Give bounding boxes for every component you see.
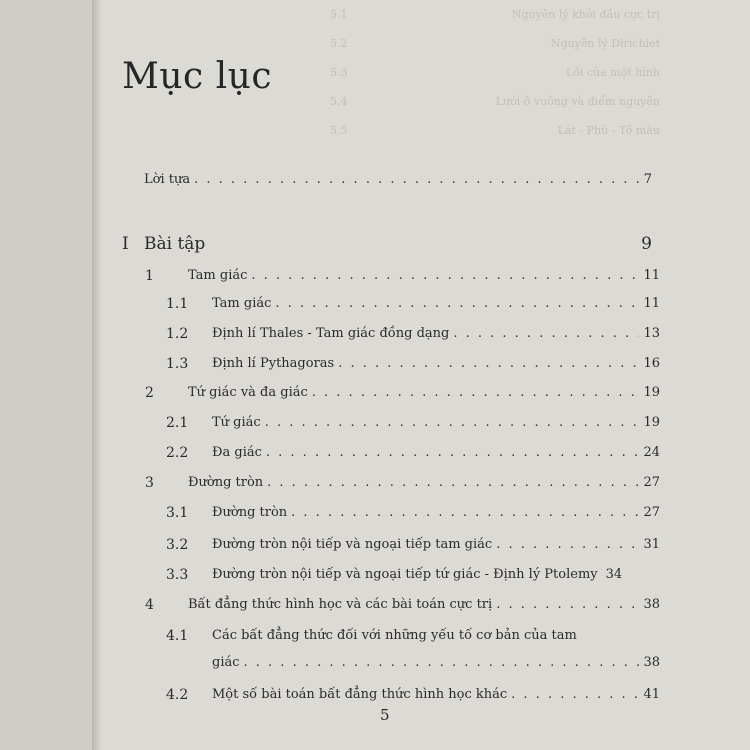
toc-entry-page: 24 (643, 445, 660, 460)
toc-entry-page: 27 (643, 505, 660, 520)
toc-entry-chapter[interactable] (188, 475, 660, 490)
section-number: 2.1 (166, 415, 189, 431)
toc-entry-page: 19 (643, 385, 660, 400)
ghost-line: 5.3 Lồi của một hình (330, 66, 660, 79)
leader-dots (496, 597, 639, 612)
toc-entry-page: 41 (643, 687, 660, 702)
toc-entry-label: Tứ giác (212, 415, 261, 430)
toc-entry-label: Lời tựa (144, 172, 191, 187)
toc-entry-label: Đường tròn nội tiếp và ngoại tiếp tứ giác - Định lý Ptolemy (212, 567, 598, 582)
section-number: 1.2 (166, 326, 189, 342)
toc-entry-page: 11 (643, 296, 660, 311)
leader-dots (275, 296, 639, 311)
toc-entry-page: 34 (605, 567, 623, 582)
toc-entry-chapter[interactable] (188, 597, 660, 612)
toc-entry-chapter[interactable] (188, 385, 660, 400)
bleed-through-text (330, 0, 660, 230)
toc-entry-label: Bài tập (144, 234, 206, 254)
ghost-line: 5.1 Nguyên lý khởi đầu cực trị (330, 8, 660, 21)
toc-entry-label: giác (212, 655, 240, 670)
leader-dots (291, 505, 639, 520)
chapter-number: 2 (145, 385, 154, 401)
toc-entry-section[interactable] (212, 537, 660, 552)
toc-entry-preface[interactable] (144, 172, 652, 187)
toc-entry-page: 19 (643, 415, 660, 430)
chapter-number: 3 (145, 475, 154, 491)
toc-entry-section[interactable] (212, 687, 660, 702)
toc-entry-page: 31 (643, 537, 660, 552)
section-number: 3.3 (166, 567, 189, 583)
toc-entry-chapter[interactable] (188, 268, 660, 283)
toc-entry-label: Các bất đẳng thức đối với những yếu tố cơ bản của tam (212, 628, 577, 643)
toc-entry-page: 38 (643, 597, 660, 612)
leader-dots (194, 172, 640, 187)
leader-dots (338, 356, 639, 371)
toc-entry-section[interactable] (212, 505, 660, 520)
section-number: 4.2 (166, 687, 189, 703)
toc-entry-page: 13 (643, 326, 660, 341)
toc-entry-page: 11 (643, 268, 660, 283)
toc-entry-section[interactable] (212, 445, 660, 460)
toc-entry-section-line2[interactable] (212, 655, 660, 670)
leader-dots (267, 475, 639, 490)
toc-entry-page: 38 (643, 655, 660, 670)
ghost-line: 5.4 Lưới ô vuông và điểm nguyên (330, 95, 660, 108)
page-gutter-shadow (92, 0, 102, 750)
leader-dots (266, 445, 640, 460)
toc-entry-label: Đường tròn nội tiếp và ngoại tiếp tam giác (212, 537, 493, 552)
leader-dots (312, 385, 640, 400)
section-number: 3.2 (166, 537, 189, 553)
leader-dots (511, 687, 639, 702)
leader-dots (496, 537, 639, 552)
toc-entry-section[interactable] (212, 296, 660, 311)
leader-dots (251, 268, 639, 283)
toc-entry-label: Tứ giác và đa giác (188, 385, 308, 400)
ghost-line: 5.2 Nguyên lý Dirichlet (330, 37, 660, 50)
toc-entry-page: 9 (641, 234, 652, 254)
toc-entry-label: Đa giác (212, 445, 262, 460)
section-number: 4.1 (166, 628, 189, 644)
toc-entry-label: Định lí Pythagoras (212, 356, 335, 371)
leader-dots (453, 326, 639, 341)
toc-entry-page: 27 (643, 475, 660, 490)
chapter-number: 4 (145, 597, 154, 613)
section-number: 1.3 (166, 356, 189, 372)
leader-dots (244, 655, 640, 670)
toc-entry-label: Đường tròn (188, 475, 264, 490)
page-title: Mục lục (122, 56, 273, 97)
toc-entry-label: Một số bài toán bất đẳng thức hình học khác (212, 687, 508, 702)
toc-entry-label: Tam giác (188, 268, 248, 283)
toc-entry-label: Đường tròn (212, 505, 288, 520)
section-number: 3.1 (166, 505, 189, 521)
toc-entry-page: 7 (643, 172, 652, 187)
part-number: I (122, 234, 129, 254)
chapter-number: 1 (145, 268, 154, 284)
section-number: 1.1 (166, 296, 189, 312)
toc-entry-part[interactable] (144, 234, 652, 254)
toc-entry-page: 16 (643, 356, 660, 371)
page-number: 5 (380, 706, 390, 724)
ghost-line: 5.5 Lát - Phủ - Tô màu (330, 124, 660, 137)
toc-entry-section[interactable] (212, 415, 660, 430)
toc-entry-label: Tam giác (212, 296, 272, 311)
toc-entry-label: Định lí Thales - Tam giác đồng dạng (212, 326, 450, 341)
leader-dots (265, 415, 640, 430)
section-number: 2.2 (166, 445, 189, 461)
toc-entry-section[interactable] (212, 356, 660, 371)
toc-entry-section[interactable] (212, 567, 660, 582)
toc-entry-section[interactable] (212, 326, 660, 341)
toc-entry-label: Bất đẳng thức hình học và các bài toán cực trị (188, 597, 493, 612)
toc-entry-section-line1[interactable] (212, 628, 660, 643)
